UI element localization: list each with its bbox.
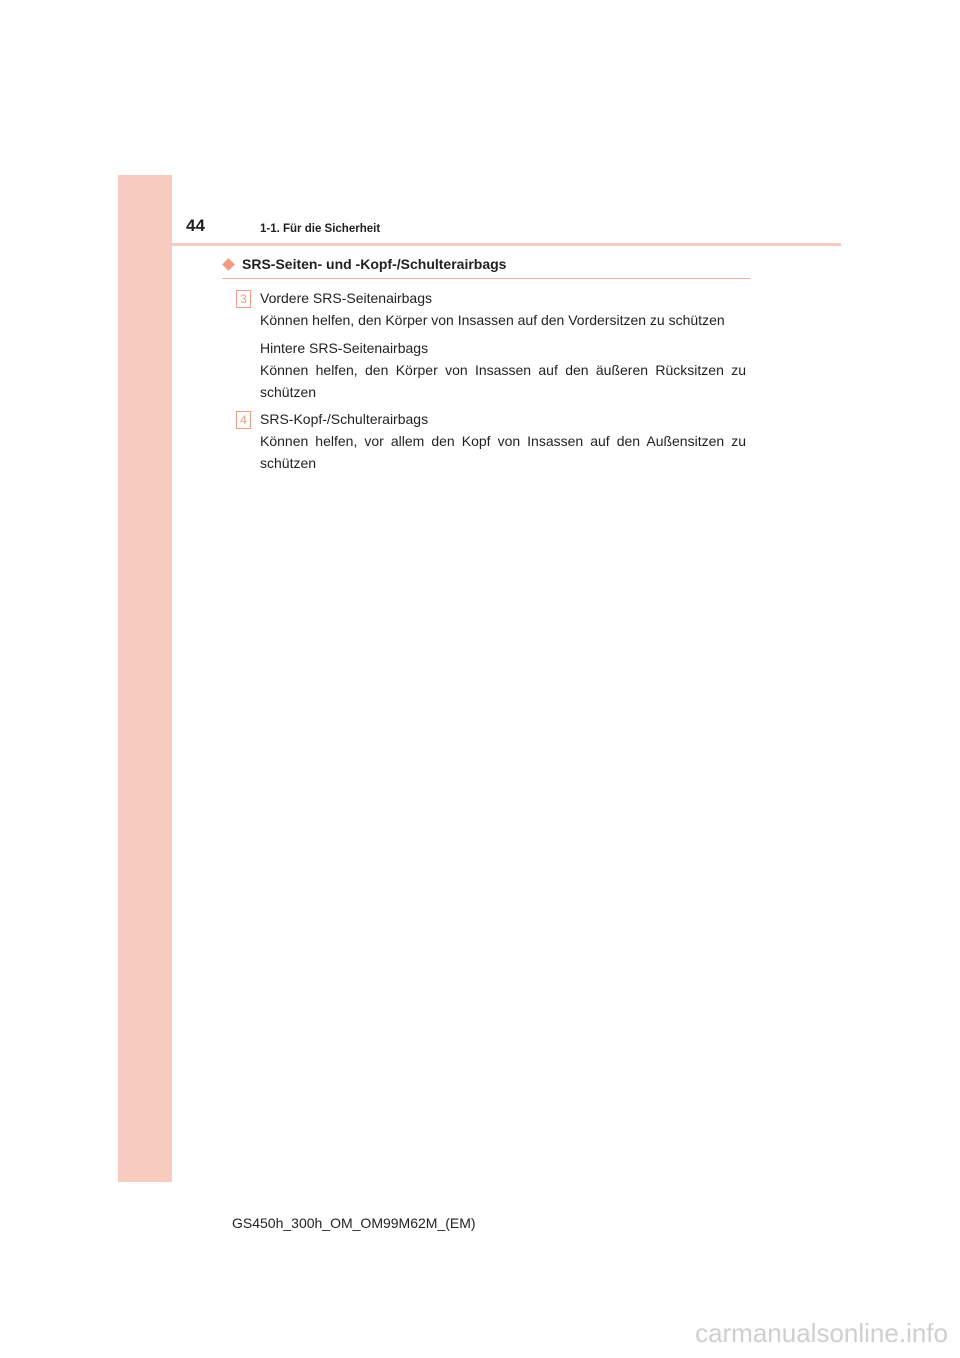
document-code: GS450h_300h_OM_OM99M62M_(EM)	[232, 1215, 476, 1231]
item-title: SRS-Kopf-/Schulterairbags	[260, 411, 429, 427]
side-color-band	[118, 175, 172, 1182]
list-item	[260, 337, 746, 403]
header-rule	[118, 243, 841, 246]
item-number-badge: 3	[236, 290, 251, 308]
diamond-bullet-icon	[222, 258, 235, 271]
chapter-title: 1-1. Für die Sicherheit	[260, 223, 381, 235]
item-title: Hintere SRS-Seitenairbags	[260, 340, 429, 356]
item-description: Können helfen, den Körper von Insassen auf den äußeren Rücksitzen zu schützen	[260, 362, 746, 400]
list-item	[260, 408, 746, 474]
watermark-link[interactable]: carmanualsonline.info	[695, 1318, 948, 1348]
item-description: Können helfen, vor allem den Kopf von Insassen auf den Außensitzen zu schützen	[260, 433, 746, 471]
page-number: 44	[186, 216, 205, 235]
section-heading	[222, 256, 750, 279]
item-number-badge: 4	[236, 411, 251, 429]
list-item	[260, 287, 746, 331]
item-description: Können helfen, den Körper von Insassen auf den Vordersitzen zu schützen	[260, 312, 725, 328]
section-heading-text: SRS-Seiten- und -Kopf-/Schulterairbags	[242, 256, 507, 272]
item-title: Vordere SRS-Seitenairbags	[260, 290, 432, 306]
